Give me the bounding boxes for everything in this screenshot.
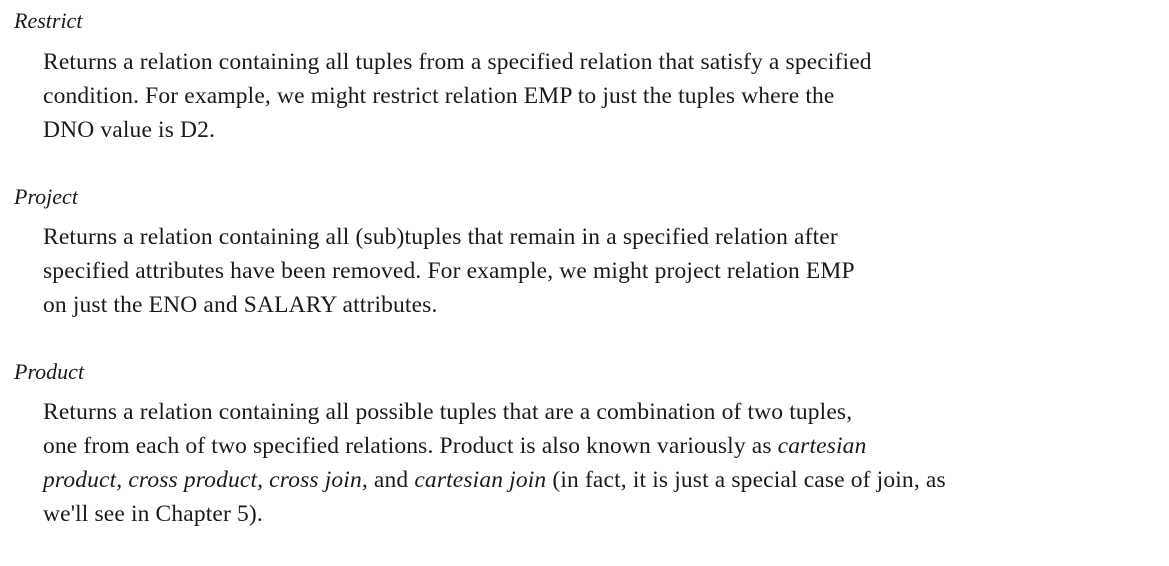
italic-term: product, cross product, cross join, xyxy=(43,467,368,493)
description-line: on just the ENO and SALARY attributes. xyxy=(43,292,438,318)
description-text: one from each of two specified relations. Product is also known variously as xyxy=(43,433,772,459)
description-line: Returns a relation containing all possible tuples that are a combination of two tuples, xyxy=(43,399,853,425)
description-line: Returns a relation containing all tuples from a specified relation that satisfy a specified xyxy=(43,49,872,75)
italic-term: cartesian xyxy=(777,433,867,459)
italic-term: cartesian join xyxy=(414,467,547,493)
description-line: we'll see in Chapter 5). xyxy=(43,501,263,527)
description-product xyxy=(43,395,1153,531)
description-line: condition. For example, we might restrict relation EMP to just the tuples where the xyxy=(43,83,835,109)
description-line: DNO value is D2. xyxy=(43,117,216,143)
term-project: Project xyxy=(14,184,78,209)
description-line xyxy=(43,429,1153,463)
description-project xyxy=(43,220,1153,322)
description-restrict xyxy=(43,45,1153,147)
description-line xyxy=(43,463,1153,497)
term-restrict: Restrict xyxy=(14,8,83,33)
description-line: specified attributes have been removed. For example, we might project relation EMP xyxy=(43,258,855,284)
description-text: and xyxy=(373,467,409,493)
description-line: Returns a relation containing all (sub)tuples that remain in a specified relation after xyxy=(43,224,838,250)
term-product: Product xyxy=(14,359,85,384)
description-text: (in fact, it is just a special case of join, as xyxy=(552,467,946,493)
